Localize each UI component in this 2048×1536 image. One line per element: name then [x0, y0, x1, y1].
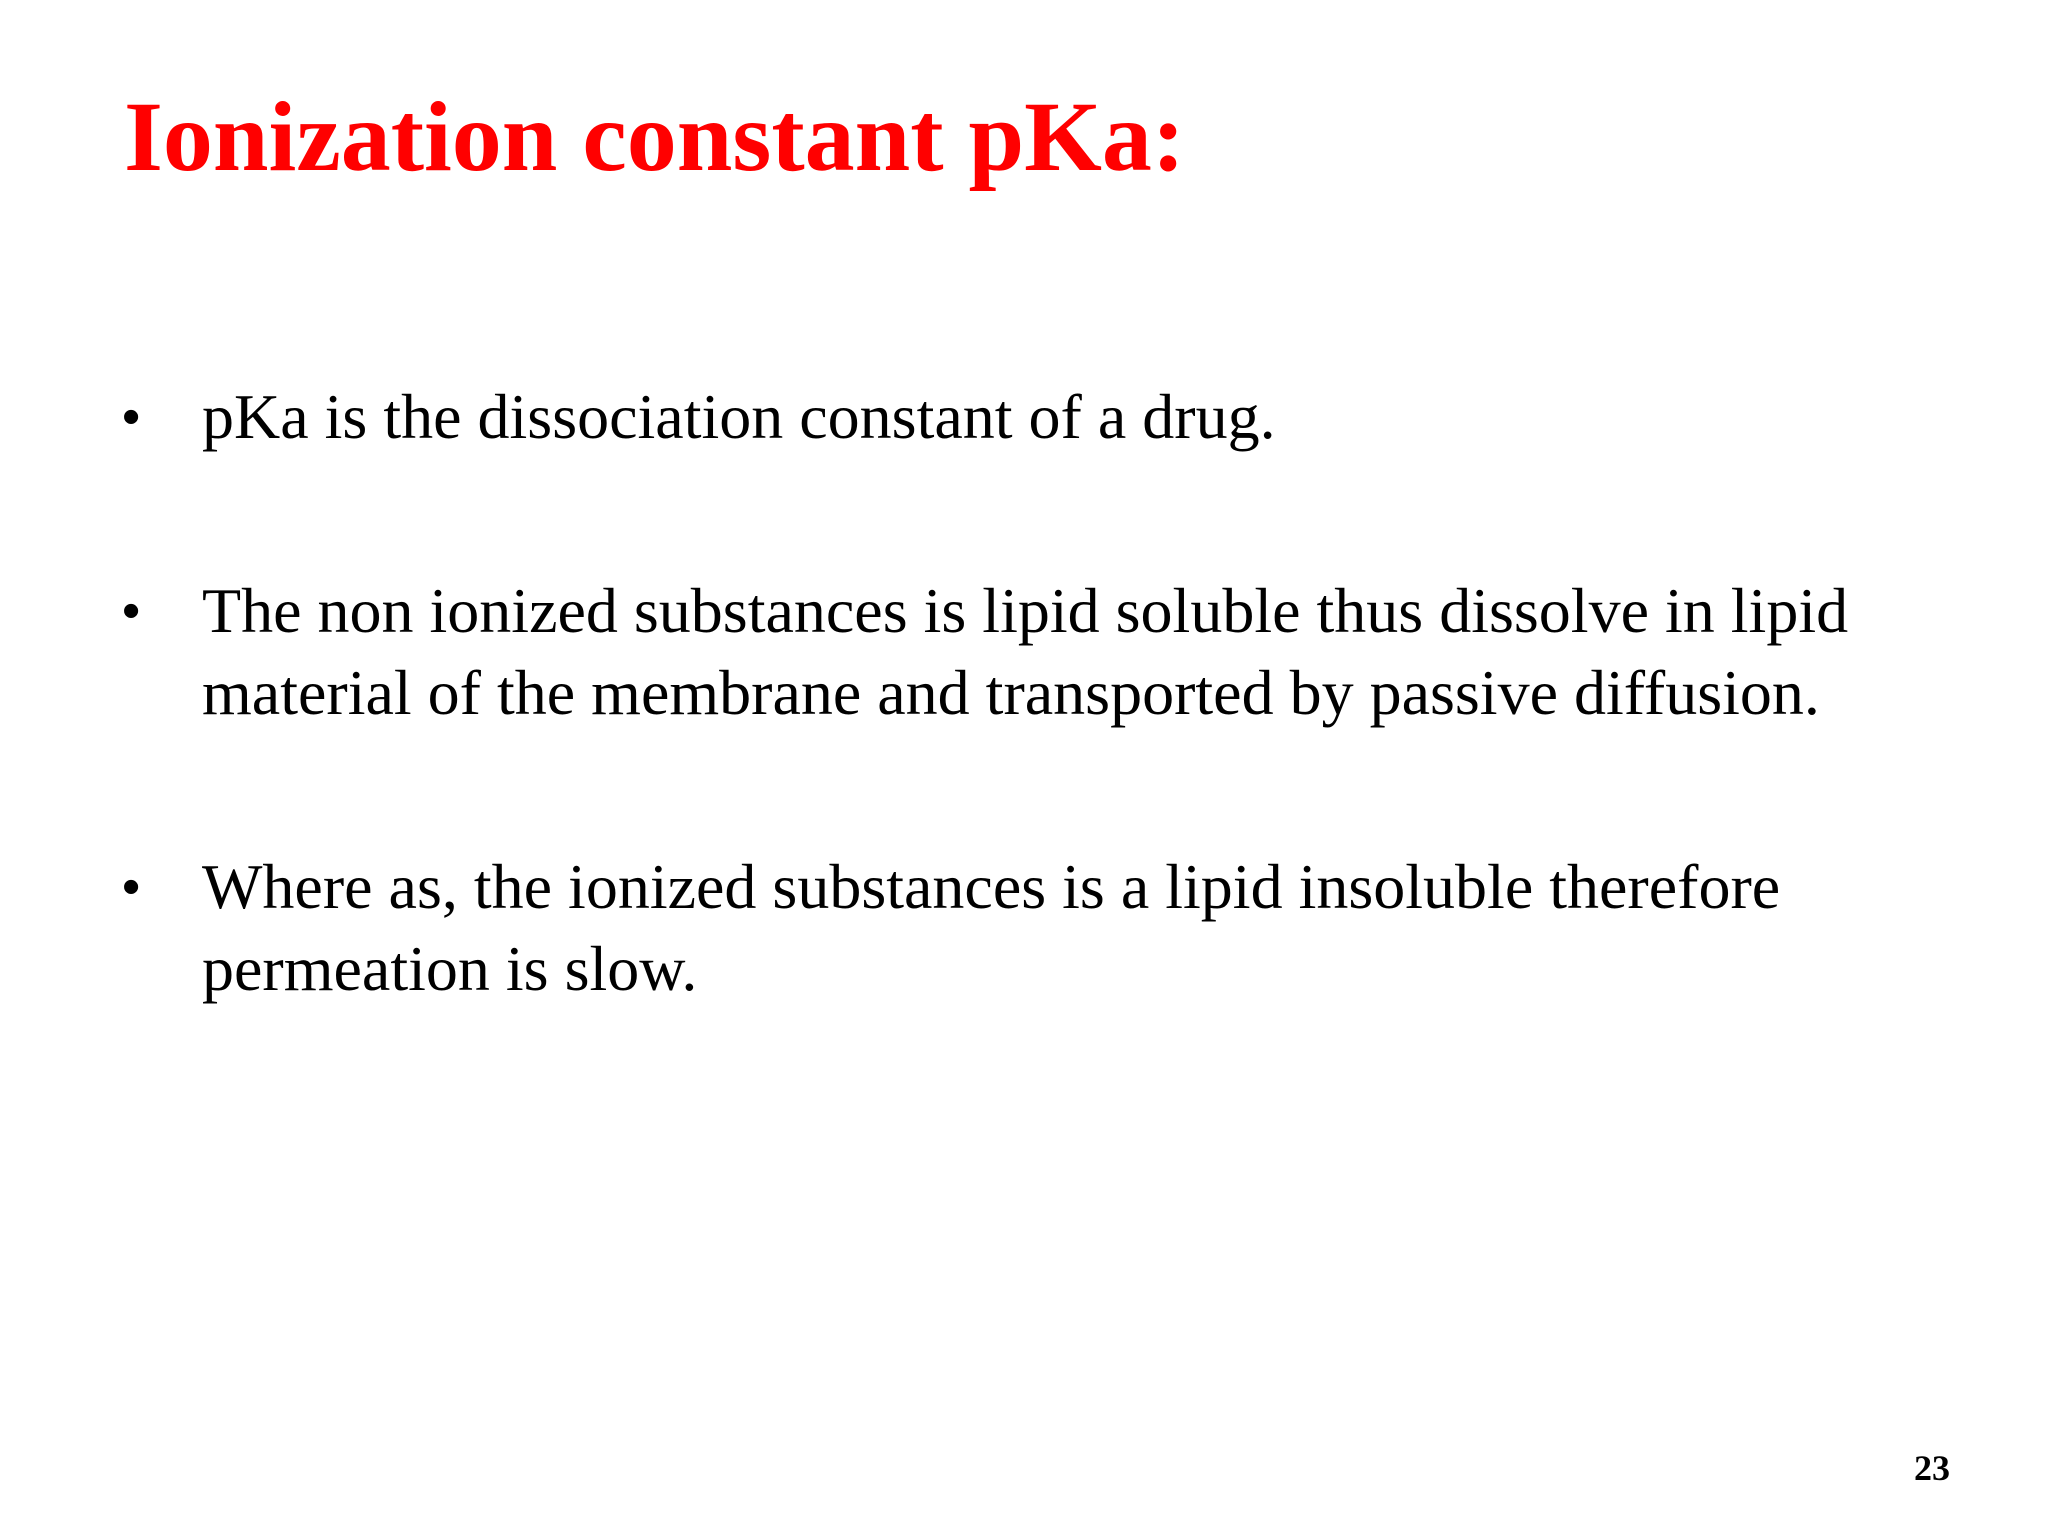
bullet-item-ionized	[122, 846, 1942, 1010]
slide-number: 23	[1914, 1448, 1950, 1488]
bullet-text: Where as, the ionized substances is a lipid insoluble therefore permeation is slow.	[202, 851, 1781, 1004]
bullet-list	[122, 376, 1942, 1010]
slide-title: Ionization constant pKa:	[124, 81, 1186, 192]
bullet-marker: •	[122, 582, 141, 640]
bullet-marker: •	[122, 388, 141, 446]
bullet-item-dissociation-constant	[122, 376, 1942, 458]
bullet-marker: •	[122, 858, 141, 916]
bullet-text: The non ionized substances is lipid soluble thus dissolve in lipid material of the membrane and transported by passive diffusion.	[202, 575, 1849, 728]
bullet-text: pKa is the dissociation constant of a drug.	[202, 381, 1276, 452]
bullet-item-non-ionized	[122, 570, 1942, 734]
